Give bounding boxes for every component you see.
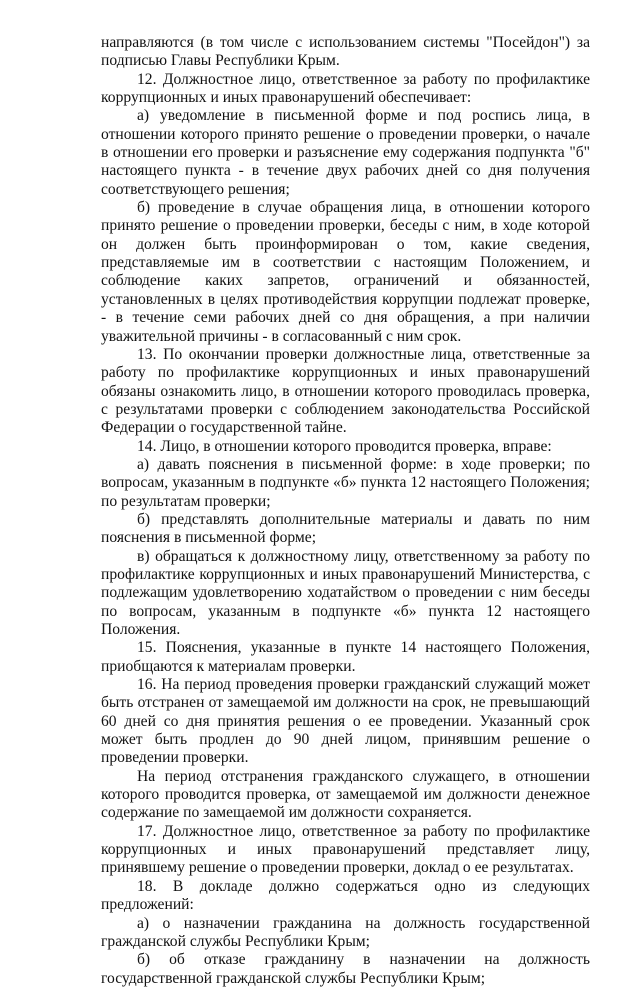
paragraph-18-a: а) о назначении гражданина на должность государственной гражданской службы Республики Крым; — [101, 914, 590, 950]
paragraph-16-suspension: На период отстранения гражданского служащего, в отношении которого проводится проверка, от замещаемой им должности денежное содержание по замещаемой им должности сохраняется. — [101, 767, 590, 822]
paragraph-15: 15. Пояснения, указанные в пункте 14 настоящего Положения, приобщаются к материалам проверки. — [101, 639, 590, 675]
paragraph-18: 18. В докладе должно содержаться одно из следующих предложений: — [101, 877, 590, 914]
paragraph-16: 16. На период проведения проверки гражданский служащий может быть отстранен от замещаемой им должности на срок, не превышающий 60 дней со дня принятия решения о ее проведении. Указанный срок может быть продлен до 90 дней лицом, принявшим решение о проведении проверки. — [101, 676, 590, 767]
paragraph-13: 13. По окончании проверки должностные лица, ответственные за работу по профилактике коррупционных и иных правонарушений обязаны ознакомить лицо, в отношении которого проводилась проверка, с результатами проверки с соблюдением законодательства Российской Федерации о государственной тайне. — [101, 345, 590, 437]
paragraph-14-a: а) давать пояснения в письменной форме: в ходе проверки; по вопросам, указанным в подпункте «б» пункта 12 настоящего Положения; по результатам проверки; — [101, 455, 590, 510]
paragraph-12-a: а) уведомление в письменной форме и под роспись лица, в отношении которого принято решение о проведении проверки, о начале в отношении его проверки и разъяснение ему содержания подпункта "б" настоящего пункта - в течение двух рабочих дней со дня получения соответствующего решения; — [101, 107, 590, 198]
paragraph-12-b: б) проведение в случае обращения лица, в отношении которого принято решение о проведении проверки, беседы с ним, в ходе которой он должен быть проинформирован о том, какие сведения, представляемые им в соответствии с настоящим Положением, и соблюдение каких запретов, ограничений и обязанностей, установленных в целях противодействия коррупции подлежат проверке, - в течение семи рабочих дней со дня обращения, а при наличии уважительной причины - в согласованный с ним срок. — [101, 199, 590, 345]
paragraph-14-b: б) представлять дополнительные материалы и давать по ним пояснения в письменной форме; — [101, 510, 590, 547]
paragraph-14-c: в) обращаться к должностному лицу, ответственному за работу по профилактике коррупционных и иных правонарушений Министерства, с подлежащим удовлетворению ходатайством о проведении с ним беседы по вопросам, указанным в подпункте «б» пункта 12 настоящего Положения. — [101, 547, 590, 638]
document-page — [101, 34, 590, 988]
paragraph-17: 17. Должностное лицо, ответственное за работу по профилактике коррупционных и иных правонарушений представляет лицу, принявшему решение о проведении проверки, доклад о ее результатах. — [101, 822, 590, 877]
paragraph-14: 14. Лицо, в отношении которого проводится проверка, вправе: — [137, 437, 552, 455]
paragraph-18-b: б) об отказе гражданину в назначении на должность государственной гражданской службы Республики Крым; — [101, 951, 590, 987]
paragraph-continuation: направляются (в том числе с использованием системы "Посейдон") за подписью Главы Республики Крым. — [101, 34, 590, 70]
paragraph-12: 12. Должностное лицо, ответственное за работу по профилактике коррупционных и иных правонарушений обеспечивает: — [101, 70, 590, 107]
